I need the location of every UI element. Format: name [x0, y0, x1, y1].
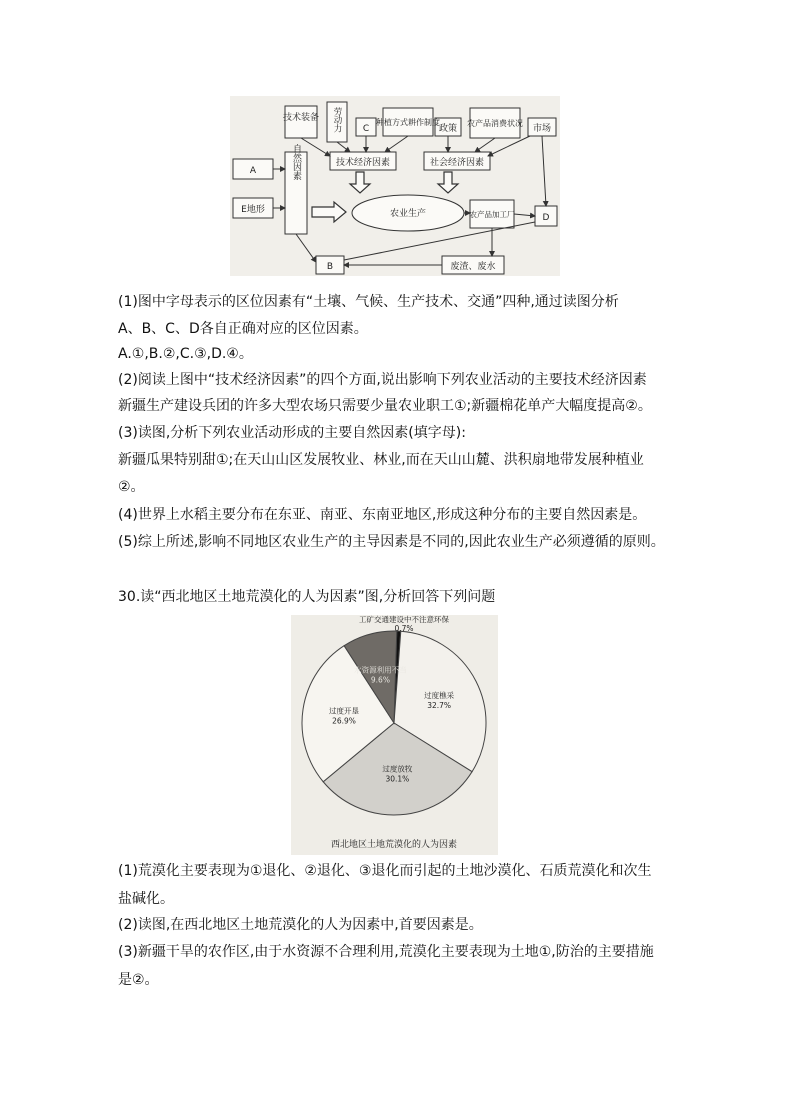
- label-policy: 政策: [438, 124, 458, 134]
- slice-label: 水资源利用不当: [354, 665, 407, 675]
- slice-value: 0.7%: [394, 624, 414, 633]
- agri-location-diagram: [230, 96, 560, 276]
- label-D: D: [542, 213, 550, 223]
- desertification-pie-figure: [291, 615, 498, 855]
- label-tech-econ: 技术经济因素: [335, 158, 391, 168]
- label-tech-equipment-1: 技术装备: [282, 113, 320, 123]
- q30-title: 30.读“西北地区土地荒漠化的人为因素”图,分析回答下列问题: [118, 589, 496, 605]
- pie-chart: [291, 615, 498, 855]
- label-social-econ: 社会经济因素: [429, 158, 485, 168]
- q29-4: (4)世界上水稻主要分布在东亚、南亚、东南亚地区,形成这种分布的主要自然因素是。: [118, 507, 647, 523]
- q29-5: (5)综上所述,影响不同地区农业生产的主导因素是不同的,因此农业生产必须遵循的原则。: [118, 534, 665, 550]
- label-natural: 自然因素: [291, 144, 301, 180]
- label-labor: 劳动力: [332, 107, 342, 133]
- label-C: C: [362, 124, 370, 134]
- q29-3-line1: (3)读图,分析下列农业活动形成的主要自然因素(填字母):: [118, 425, 466, 441]
- q30-2: (2)读图,在西北地区土地荒漠化的人为因素中,首要因素是。: [118, 917, 483, 933]
- label-processing: 农产品加工厂: [469, 210, 515, 219]
- q29-2-line1: (2)阅读上图中“技术经济因素”的四个方面,说出影响下列农业活动的主要技术经济因素: [118, 372, 647, 388]
- label-market: 市场: [532, 124, 552, 134]
- slice-label: 过度开垦: [328, 706, 359, 716]
- slice-label: 过度放牧: [382, 764, 413, 774]
- label-A: A: [249, 166, 257, 176]
- q29-3-line2: 新疆瓜果特别甜①;在天山山区发展牧业、林业,而在天山山麓、洪积扇地带发展种植业: [118, 452, 644, 468]
- slice-label: 工矿交通建设中不注意环保: [359, 615, 449, 624]
- label-waste: 废渣、废水: [450, 262, 496, 272]
- diagram-svg: [230, 96, 560, 276]
- slice-label: 过度樵采: [424, 691, 455, 701]
- q29-1-line2: A、B、C、D各自正确对应的区位因素。: [118, 321, 368, 337]
- label-planting: 种植方式耕作制度: [376, 118, 440, 127]
- slice-value: 32.7%: [427, 701, 452, 711]
- hollow-arrow-down-left: [350, 172, 370, 193]
- q30-1-line1: (1)荒漠化主要表现为①退化、②退化、③退化而引起的土地沙漠化、石质荒漠化和次生: [118, 863, 652, 879]
- q29-3-line3: ②。: [118, 479, 145, 495]
- q29-1-line3: A.①,B.②,C.③,D.④。: [118, 346, 253, 362]
- label-consumption: 农产品消费状况: [467, 119, 523, 128]
- q30-3-line2: 是②。: [118, 972, 159, 988]
- hollow-arrow-right: [312, 202, 346, 222]
- slice-value: 26.9%: [332, 716, 356, 726]
- slice-value: 9.6%: [370, 675, 390, 685]
- q30-1-line2: 盐碱化。: [118, 891, 174, 907]
- label-agri: 农业生产: [389, 209, 427, 219]
- hollow-arrow-down-right: [438, 172, 458, 193]
- q29-2-line2: 新疆生产建设兵团的许多大型农场只需要少量农业职工①;新疆棉花单产大幅度提高②。: [118, 398, 652, 414]
- label-E: E地形: [241, 205, 265, 215]
- q29-1-line1: (1)图中字母表示的区位因素有“土壤、气候、生产技术、交通”四种,通过读图分析: [118, 294, 619, 310]
- label-B: B: [326, 262, 334, 272]
- slice-value: 30.1%: [385, 774, 410, 784]
- chart-title: 西北地区土地荒漠化的人为因素: [330, 840, 458, 850]
- q30-3-line1: (3)新疆干旱的农作区,由于水资源不合理利用,荒漠化主要表现为土地①,防治的主要措施: [118, 944, 654, 960]
